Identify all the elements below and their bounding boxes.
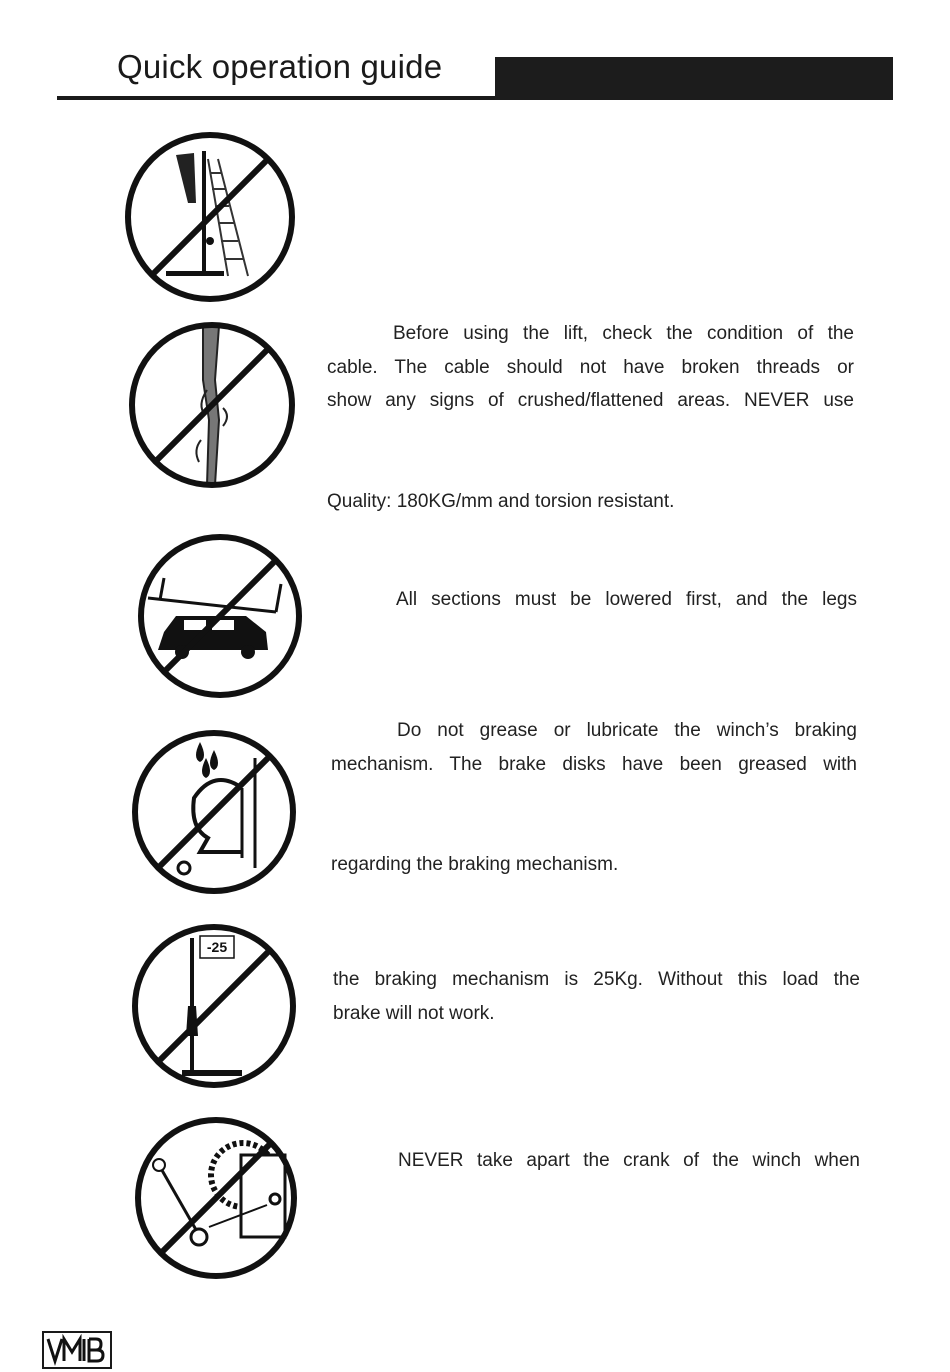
cable-line-1: Before using the lift, check the condition of the — [393, 323, 854, 344]
cable-paragraph — [327, 317, 854, 418]
page-title: Quick operation guide — [117, 48, 443, 85]
minload-line-2: brake will not work. — [333, 1002, 495, 1024]
vmb-logo-mark — [45, 1334, 109, 1366]
grease-line-1: Do not grease or lubricate the winch’s braking — [397, 720, 857, 741]
crank-line-1: NEVER take apart the crank of the winch when — [398, 1150, 860, 1171]
crank-paragraph — [332, 1144, 860, 1178]
no-grease-brake-icon — [130, 728, 298, 896]
no-damaged-cable-icon — [127, 320, 297, 490]
no-transport-extended-icon — [136, 532, 304, 700]
cable-quality: Quality: 180KG/mm and torsion resistant. — [327, 491, 675, 512]
grease-paragraph — [331, 714, 857, 781]
min-load-icon — [130, 922, 298, 1090]
no-crank-removal-icon — [133, 1115, 299, 1281]
no-ladder-icon — [124, 131, 296, 303]
min-load-badge: -25 — [206, 939, 228, 955]
grease-line-2: mechanism. The brake disks have been greased with — [331, 753, 857, 775]
transport-paragraph — [330, 583, 857, 617]
vmb-logo-icon — [42, 1331, 112, 1369]
cable-line-3: show any signs of crushed/flattened areas. NEVER use — [327, 390, 854, 411]
header-rule — [57, 96, 495, 100]
cable-line-2: cable. The cable should not have broken threads or — [327, 356, 854, 378]
minload-paragraph — [333, 963, 860, 1030]
transport-line-1: All sections must be lowered first, and the legs — [396, 589, 857, 610]
header-bar — [495, 57, 893, 100]
minload-line-1: the braking mechanism is 25Kg. Without this load the — [333, 969, 860, 990]
grease-extra: regarding the braking mechanism. — [331, 854, 619, 875]
